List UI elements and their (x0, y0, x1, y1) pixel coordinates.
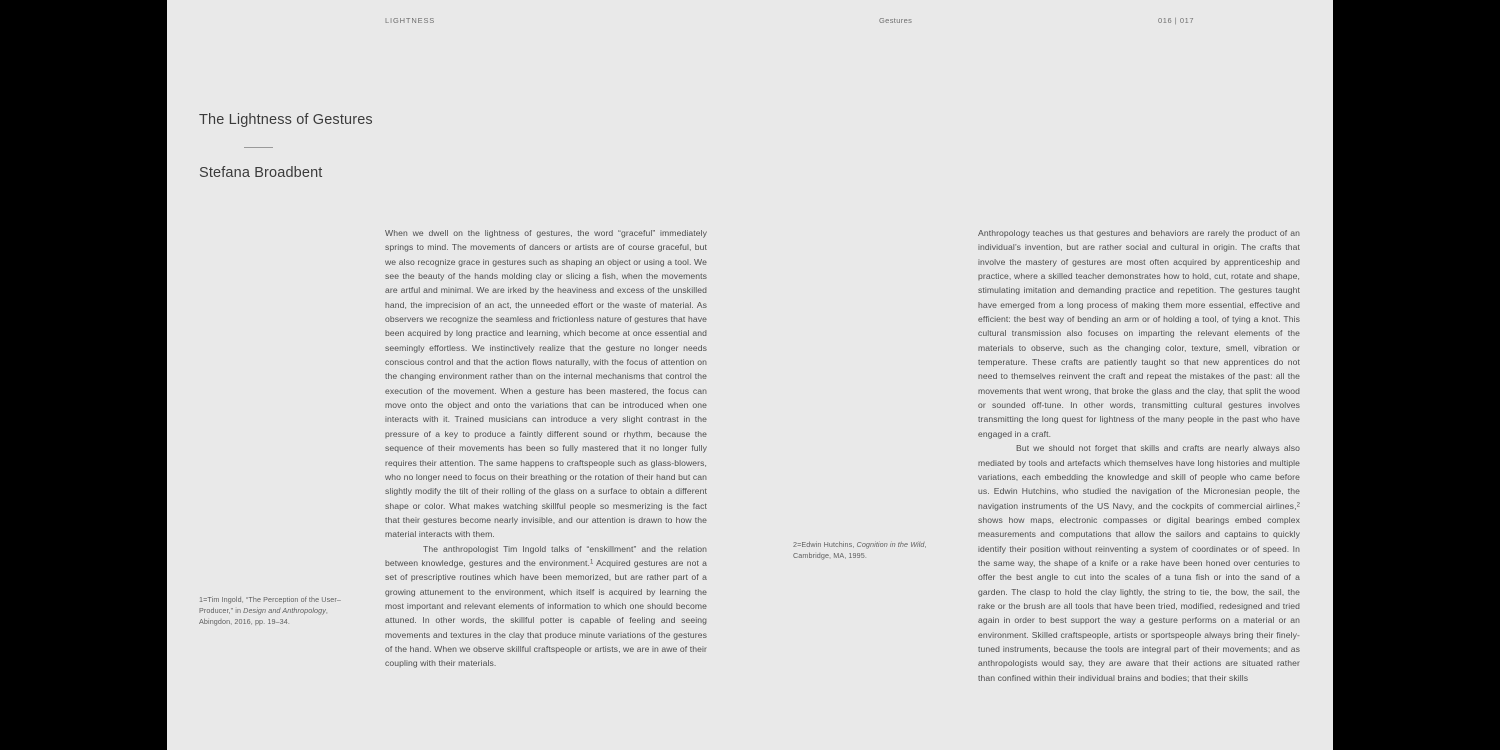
footnote-italic-title: Design and Anthropology (243, 606, 326, 616)
running-head-section: Gestures (879, 16, 913, 25)
running-head-book-title: LIGHTNESS (385, 16, 436, 25)
running-head (167, 16, 1333, 30)
footnote-marker: 1= (199, 595, 208, 604)
paragraph: When we dwell on the lightness of gestures, the word “graceful” immediately springs to mind. The movements of dancers or artists are of course graceful, but we also recognize grace in gestures such as shaping an object or using a tool. We see the beauty of the hands molding clay or slicing a fish, when the movements are artful and minimal. We are irked by the heaviness and excess of the unskilled hand, the imprecision of an act, the unneeded effort or the waste of material. As observers we recognize the seamless and frictionless nature of gestures that have been acquired by long practice and learning, which become at once essential and seemingly effortless. We instinctively realize that the gesture no longer needs conscious control and that the action flows naturally, with the focus of attention on the changing environment rather than on the internal mechanisms that control the execution of the movement. When a gesture has been mastered, the focus can move onto the object and onto the variations that can be introduced when one interacts with it. Trained musicians can introduce a very slight contrast in the pressure of a key to produce a faintly different sound or rhythm, because the sequence of their movements has been so fully mastered that it no longer fully requires their attention. The same happens to craftspeople such as glass-blowers, who no longer need to focus on their breathing or the rotation of their hand but can slightly modify the tilt of their rolling of the glass on a surface to obtain a different shape or color. What makes watching skillful people so mesmerizing is the fact that their gestures become nearly invisible, and our attention is drawn to how the material interacts with them. (385, 228, 707, 540)
article-title-block (199, 112, 529, 183)
title-divider (244, 147, 273, 148)
footnote-italic-title: Cognition in the Wild (856, 540, 925, 549)
footnote-marker: 2= (793, 540, 802, 549)
article-author: Stefana Broadbent (199, 165, 323, 182)
footnote-text: , Abingdon, 2016, pp. 19–34. (199, 606, 329, 627)
paragraph-text: The anthropologist Tim Ingold talks of “enskillment” and the relation between knowledge, gestures and the environment. (385, 543, 707, 568)
footnote-1 (199, 594, 351, 628)
footnote-2 (793, 539, 945, 561)
paragraph-text: Acquired gestures are not a set of prescriptive routines which have been memorized, but are rather part of a growing attunement to the environment, which itself is acquired by learning the most important and relevant elements of information to which one should become attuned. In other words, the skillful potter is capable of feeling and seeing movements and textures in the clay that produce minute variations of the gestures of the hand. When we observe skillful craftspeople or artists, we are in awe of their coupling with their materials. (385, 557, 707, 669)
paragraph (385, 542, 707, 671)
footnote-reference-2[interactable]: 2 (1296, 502, 1300, 509)
page-title: The Lightness of Gestures (199, 112, 373, 128)
footnote-text: , Cambridge, MA, 1995. (793, 540, 927, 561)
footnote-text: Tim Ingold, “The Perception of the User–Producer,” in (199, 595, 341, 616)
body-column-left (385, 226, 707, 671)
footnote-reference-1[interactable]: 1 (589, 559, 594, 566)
paragraph-text: shows how maps, electronic compasses or digital bearings embed complex measurements and computations that allow the sailors and captains to quickly identify their position without reinventing a system of coordinates or of speed. In the same way, the shape of a knife or a rake have been honed over centuries to offer the best angle to cut into the scales of a tuna fish or into the sand of a garden. The clasp to hold the clay lightly, the string to tie, the bow, the sail, the rake or the brush are all tools that have been tried, modified, redesigned and tried again in order to best support the way a gesture performs on a material or an environment. Skilled craftspeople, artists or sportspeople always bring their finely-tuned instruments, because the tools are integral part of their movements; and as anthropologists would say, they are aware that their actions are situated rather than confined within their individual brains and bodies; that their skills (978, 514, 1300, 683)
page-number: 016 | 017 (1158, 16, 1195, 25)
paragraph: Anthropology teaches us that gestures and behaviors are rarely the product of an individual’s invention, but are rather social and cultural in origin. The crafts that involve the mastery of gestures are most often acquired by apprenticeship and practice, where a skilled teacher demonstrates how to hold, cut, rotate and shape, stimulating imitation and demanding practice and repetition. The gestures taught have emerged from a long process of making them more essential, effective and efficient: the best way of bending an arm or of holding a tool, of tying a knot. This cultural transmission also focuses on imparting the relevant elements of the materials to observe, such as the changing color, texture, smell, vibration or temperature. These crafts are patiently taught so that new apprentices do not need to themselves reinvent the craft and repeat the mistakes of the past: all the movements that went wrong, that broke the glass and the clay, that split the wood or sounded off-tune. In other words, transmitting cultural gestures involves transmitting the long quest for lightness of the many people in the past who have engaged in a craft. (978, 228, 1300, 439)
book-page-spread (167, 0, 1333, 750)
paragraph-text: But we should not forget that skills and crafts are nearly always also mediated by tools and artefacts which themselves have long histories and multiple variations, each embedding the knowledge and skill of people who came before us. Edwin Hutchins, who studied the navigation of the Micronesian people, the navigation instruments of the US Navy, and the cockpits of commercial airlines, (978, 443, 1300, 511)
paragraph (978, 441, 1300, 685)
footnote-text: Edwin Hutchins, (801, 540, 857, 549)
body-column-right (978, 226, 1300, 685)
